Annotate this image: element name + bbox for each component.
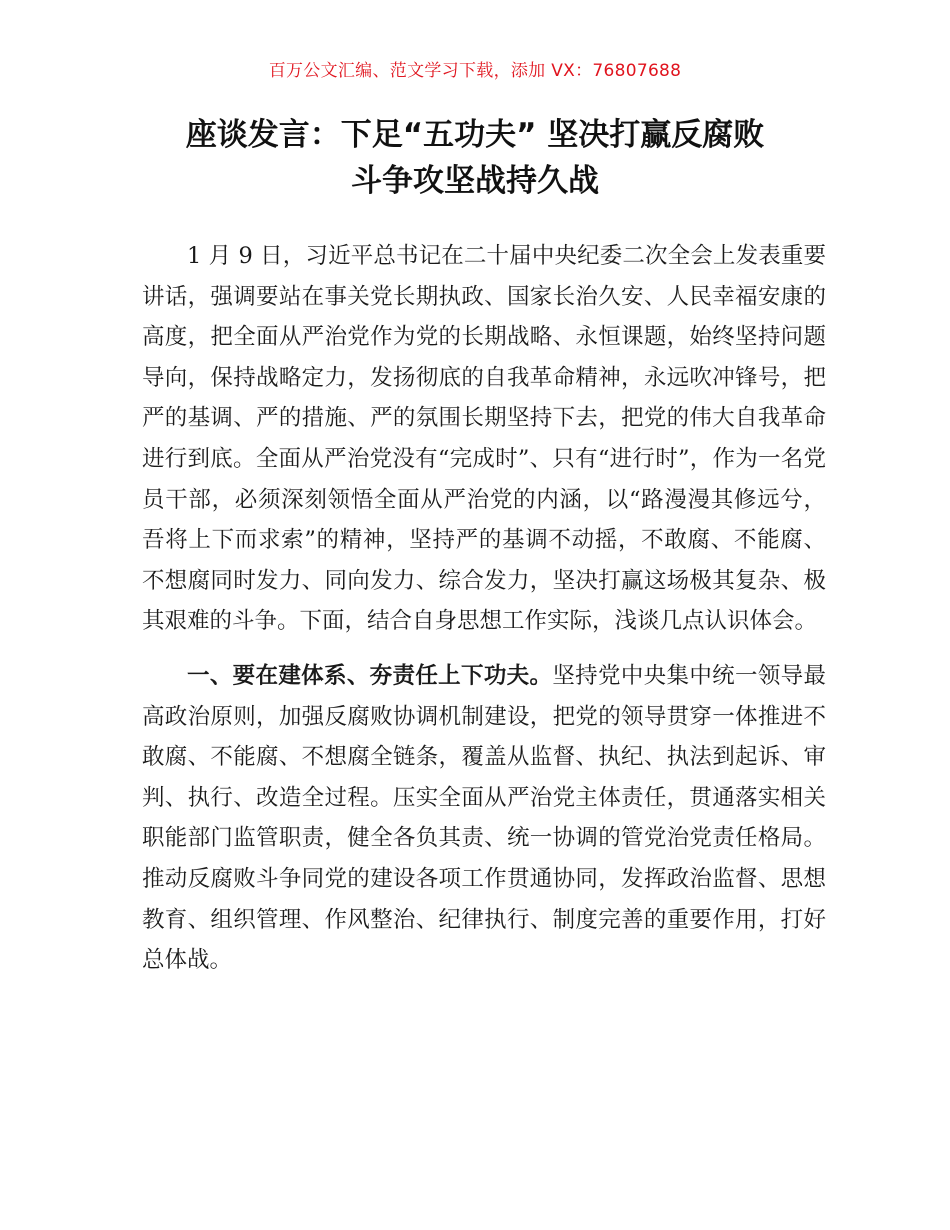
paragraph-section-1 [142, 656, 826, 981]
document-body [142, 236, 826, 995]
document-title [90, 112, 860, 204]
section-1-body: 坚持党中央集中统一领导最高政治原则，加强反腐败协调机制建设，把党的领导贯穿一体推进不敢腐、不能腐、不想腐全链条，覆盖从监督、执纪、执法到起诉、审判、执行、改造全过程。压实全面从严治党主体责任，贯通落实相关职能部门监管职责，健全各负其责、统一协调的管党治党责任格局。推动反腐败斗争同党的建设各项工作贯通协同，发挥政治监督、思想教育、组织管理、作风整治、纪律执行、制度完善的重要作用，打好总体战。 [142, 662, 826, 974]
paragraph-intro: 1 月 9 日，习近平总书记在二十届中央纪委二次全会上发表重要讲话，强调要站在事关党长期执政、国家长治久安、人民幸福安康的高度，把全面从严治党作为党的长期战略、永恒课题，始终坚持问题导向，保持战略定力，发扬彻底的自我革命精神，永远吹冲锋号，把严的基调、严的措施、严的氛围长期坚持下去，把党的伟大自我革命进行到底。全面从严治党没有“完成时”、只有“进行时”，作为一名党员干部，必须深刻领悟全面从严治党的内涵，以“路漫漫其修远兮，吾将上下而求索”的精神，坚持严的基调不动摇，不敢腐、不能腐、不想腐同时发力、同向发力、综合发力，坚决打赢这场极其复杂、极其艰难的斗争。下面，结合自身思想工作实际，浅谈几点认识体会。 [142, 243, 826, 635]
section-1-heading: 一、要在建体系、夯责任上下功夫。 [187, 662, 553, 689]
title-line-1: 座谈发言：下足“五功夫” 坚决打赢反腐败 [185, 117, 765, 153]
title-line-2: 斗争攻坚战持久战 [351, 163, 599, 199]
watermark-banner: 百万公文汇编、范文学习下载，添加 VX：76807688 [268, 61, 682, 81]
